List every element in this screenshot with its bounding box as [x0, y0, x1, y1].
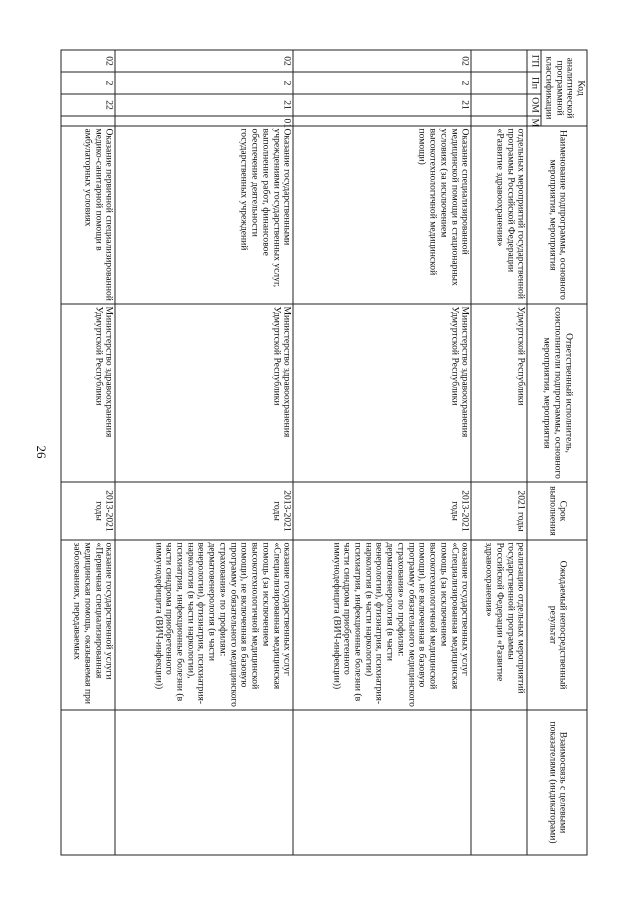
cell-link [61, 710, 115, 855]
header-result: Ожидаемый непосредственный результат [527, 540, 587, 710]
cell-m [471, 116, 527, 126]
cell-gp [471, 50, 527, 72]
cell-m [293, 116, 471, 126]
cell-pp: 2 [293, 72, 471, 94]
cell-name: Оказание государственными учреждениями государственных услуг, выполнение работ, финансовое обеспечение деятельности государственных учреждений [115, 126, 293, 304]
table-row [115, 50, 293, 855]
header-code-pp: Пп [527, 72, 541, 94]
cell-name: Оказание специализированной медицинской помощи в стационарных условиях (за исключением высокотехнологичной медицинской помощи) [293, 126, 471, 304]
cell-executor: Удмуртской Республики [471, 304, 527, 482]
cell-gp: 02 [115, 50, 293, 72]
cell-link [115, 710, 293, 855]
table-row [471, 50, 527, 855]
table-row [61, 50, 115, 855]
header-code-om: ОМ [527, 94, 541, 116]
cell-term: 2013-2021 годы [293, 482, 471, 540]
cell-term: 2021 годы [471, 482, 527, 540]
cell-link [471, 710, 527, 855]
cell-pp [471, 72, 527, 94]
cell-executor: Министерство здравоохранения Удмуртской Республики [293, 304, 471, 482]
cell-pp: 2 [115, 72, 293, 94]
header-link: Взаимосвязь с целевыми показателями (индикаторами) [527, 710, 587, 855]
cell-term: 2013-2021 годы [115, 482, 293, 540]
table-row [293, 50, 471, 855]
cell-result: оказание государственных услуг «Специализированная медицинская помощь (за исключением высокотехнологичной медицинской помощи), не включенная в базовую программу обязательного медицинского страхования» по профилям: дерматовенерология (в части венерологии), фтизиатрия, психиатрия-наркология (в части наркологии) психиатрия, инфекционные болезни (в части синдрома приобретенного иммунодефицита (ВИЧ-инфекции)) [293, 540, 471, 710]
cell-term: 2013-2021 годы [61, 482, 115, 540]
cell-executor: Министерство здравоохранения Удмуртской Республики [115, 304, 293, 482]
header-code-group: Код аналитической программной классификации [541, 50, 587, 126]
cell-om: 22 [61, 94, 115, 116]
header-code-m: М [527, 116, 541, 126]
cell-result: оказание государственных услуг «Специализированная медицинская помощь (за исключением высокотехнологичной медицинской помощи), не включенная в базовую программу обязательного медицинского страхования» по профилям: дерматовенерология (в части венерологии), фтизиатрия, психиатрия-наркология (в части наркологии), психиатрия, инфекционные болезни (в части синдрома приобретенного иммунодефицита (ВИЧ-инфекции)) [115, 540, 293, 710]
header-executor: Ответственный исполнитель, соисполнители подпрограммы, основного мероприятия, мероприятия [527, 304, 587, 482]
cell-name: Оказание первичной специализированной медико-санитарной помощи в амбулаторных условиях [61, 126, 115, 304]
program-table [61, 50, 588, 856]
cell-gp: 02 [61, 50, 115, 72]
cell-pp: 2 [61, 72, 115, 94]
page-number: 26 [34, 445, 49, 459]
header-name: Наименование подпрограммы, основного мероприятия, мероприятия [527, 126, 587, 304]
cell-om: 21 [115, 94, 293, 116]
cell-link [293, 710, 471, 855]
header-term: Срок выполнения [527, 482, 587, 540]
cell-gp: 02 [293, 50, 471, 72]
rotated-page [53, 50, 588, 855]
header-code-gp: ГП [527, 50, 541, 72]
cell-executor: Министерство здравоохранения Удмуртской Республики [61, 304, 115, 482]
cell-m [61, 116, 115, 126]
cell-name: отдельных мероприятий государственной программы Российской Федерации «Развитие здравоохранения» [471, 126, 527, 304]
cell-om: 21 [293, 94, 471, 116]
cell-result: реализацию отдельных мероприятий государственной программы Российской Федерации «Развитие здравоохранения» [471, 540, 527, 710]
cell-om [471, 94, 527, 116]
cell-m: 01 [115, 116, 293, 126]
cell-result: оказание государственной услуги «Первичная специализированная медицинская помощь, оказываемая при заболеваниях, передаваемых [61, 540, 115, 710]
